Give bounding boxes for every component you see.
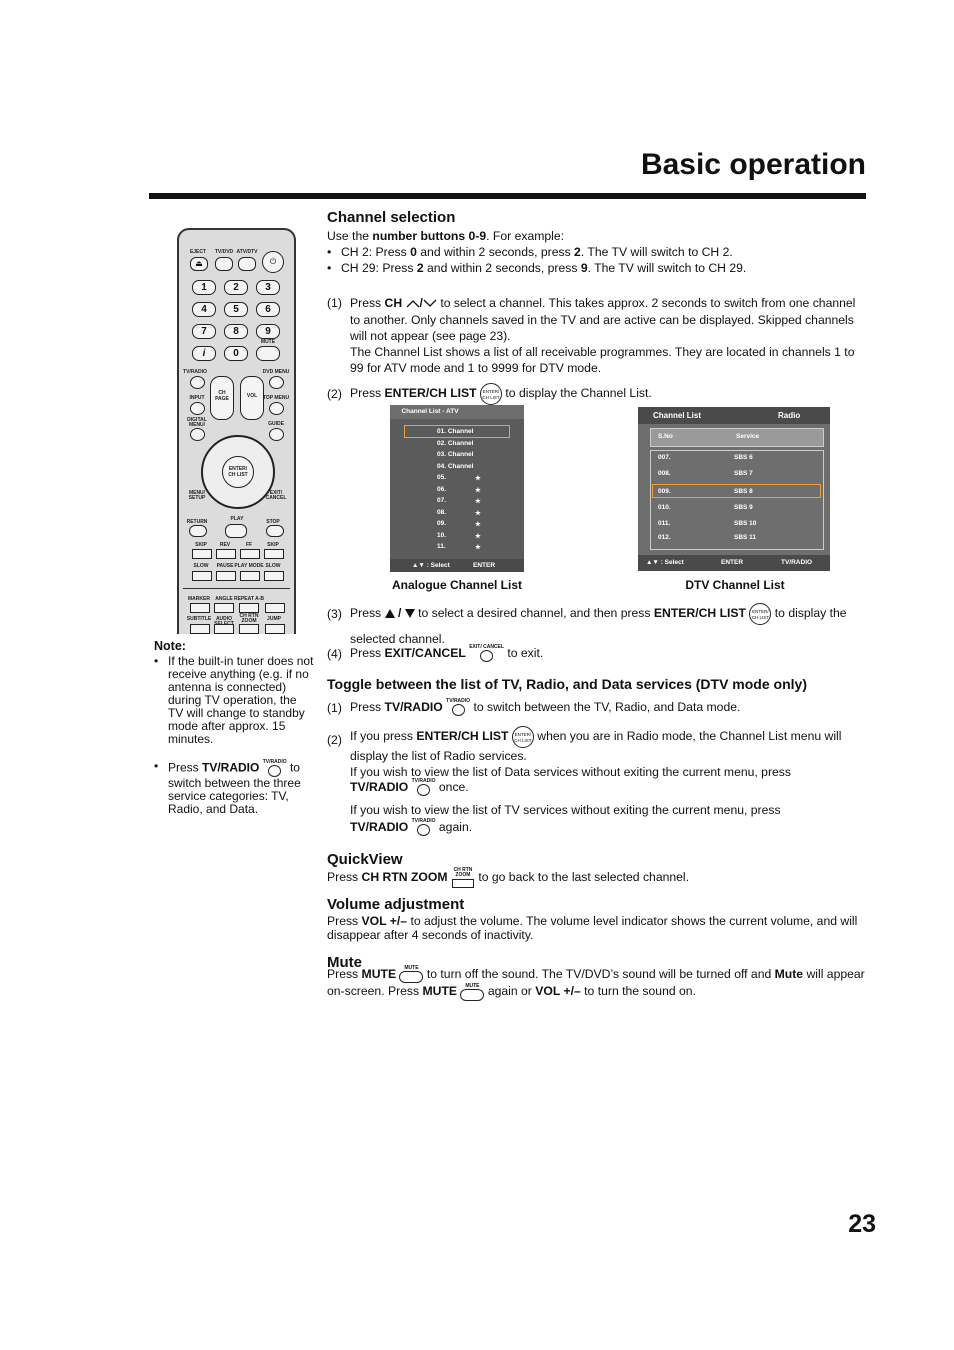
stop-button [266, 525, 284, 537]
power-button [262, 251, 284, 273]
bullet: • [154, 759, 159, 773]
chip-label: EXIT/ CANCEL [469, 644, 504, 651]
number-button: 9 [256, 324, 280, 339]
atv-channel-list-screen [390, 405, 524, 572]
text: If you press [350, 729, 417, 744]
dtv-column-header [650, 428, 824, 447]
note-text: to switch between the three service categories: TV, Radio, and Data. [168, 760, 301, 816]
star-icon: ★ [475, 509, 481, 517]
dvdmenu-button [269, 376, 284, 389]
input-label: INPUT [189, 395, 205, 401]
atv-row [437, 486, 517, 493]
atv-row-label: 02. Channel [437, 439, 474, 447]
step-number: (2) [327, 733, 342, 747]
text: to select a channel. This takes approx. 2 seconds to switch from one channel to another. Only channels saved in the TV and are active can be displayed. Skipped channels will not appear (see page 23). [350, 296, 856, 343]
text: Press [350, 296, 385, 310]
text-bold: 0 [410, 245, 417, 259]
channel-selection-intro [327, 228, 867, 244]
step-4-text [350, 640, 865, 666]
text-bold: TV/RADIO [384, 700, 443, 714]
rev-label: REV [219, 542, 231, 548]
enter-chlist-icon [749, 603, 771, 625]
slow-forward-button [264, 571, 284, 581]
volume-text [327, 915, 867, 942]
text: to turn off the sound. The TV/DVD’s sound will be turned off and [426, 967, 775, 981]
text: to go back to the last selected channel. [478, 870, 690, 885]
page-title: Basic operation [640, 148, 866, 181]
title-rule [149, 193, 866, 199]
text-bold: CH [384, 296, 403, 310]
chip-label: ENTER/ CH LIST [514, 732, 532, 743]
text-bold: EXIT/CANCEL [384, 646, 466, 660]
tvradio-button [190, 376, 205, 389]
toggle-step-2-again [350, 819, 865, 836]
chrtn-icon [452, 879, 474, 888]
skip-forward-button [264, 549, 284, 559]
bullet: • [154, 654, 159, 668]
dtv-caption: DTV Channel List [685, 578, 785, 592]
text: will appear on-screen. Press [327, 967, 865, 999]
atv-row [437, 440, 517, 447]
playmode-button [240, 571, 260, 581]
exit-cancel-label: EXIT/ CANCEL [265, 490, 287, 501]
atv-enter-hint: ENTER [473, 562, 496, 569]
number-button: 5 [224, 302, 248, 317]
dtv-row-service: SBS 8 [734, 488, 753, 495]
text-bold: MUTE [422, 984, 458, 999]
tvdvd-label: TV/DVD [214, 249, 234, 255]
atv-row-label: 11. [437, 543, 446, 550]
star-icon: ★ [475, 486, 481, 494]
star-icon: ★ [475, 544, 481, 551]
topmenu-button [269, 402, 284, 415]
atv-row [437, 520, 517, 527]
atv-row [437, 497, 517, 504]
channel-selection-heading: Channel selection [327, 209, 456, 226]
bullet: • [327, 245, 332, 259]
text-bold: ENTER/CH LIST [653, 606, 746, 620]
number-button: 4 [192, 302, 216, 317]
dtv-row-service: SBS 10 [734, 520, 757, 527]
text: Press [350, 386, 385, 400]
note-item [154, 760, 314, 816]
atv-list-footer [390, 559, 524, 572]
topmenu-label: TOP MENU [262, 395, 290, 401]
ch-rocker [210, 376, 234, 420]
text: CH 2: Press [341, 245, 411, 259]
text-bold: MUTE [361, 967, 397, 981]
chip-label: TV/RADIO [446, 698, 471, 705]
chip-label: MUTE [465, 982, 480, 989]
exit-cancel-chip [469, 645, 504, 662]
text: and within 2 seconds, press [423, 261, 581, 275]
text: to exit. [507, 646, 544, 660]
text-bold: 2 [574, 245, 581, 259]
marker-button [190, 603, 210, 613]
text: : Select [426, 562, 450, 569]
enter-chlist-icon [512, 726, 534, 748]
text: Press [327, 870, 362, 885]
chip-label: TV/RADIO [411, 818, 436, 825]
skip-forward-label: SKIP [267, 542, 279, 548]
number-button: 2 [224, 280, 248, 295]
example-bullet [327, 260, 867, 276]
mute-icon [399, 971, 423, 983]
text: . The TV will switch to CH 29. [587, 261, 747, 275]
atv-row [437, 509, 517, 516]
ff-button [240, 549, 260, 559]
dtv-enter-hint: ENTER [721, 559, 744, 566]
note-section [154, 639, 314, 816]
toggle-step-2 [350, 726, 865, 780]
marker-label: MARKER [188, 596, 210, 602]
dtv-list-title: Channel List [653, 411, 702, 420]
text: : Select [660, 559, 684, 566]
chip-label: ENTER/ CH LIST [751, 608, 769, 620]
chip-label: TV/RADIO [262, 759, 287, 765]
eject-icon: ⏏ [195, 259, 203, 268]
quickview-heading: QuickView [327, 851, 403, 868]
text-bold: TV/RADIO [350, 780, 409, 794]
ch-down-icon [423, 296, 437, 312]
text-bold: ENTER/CH LIST [416, 729, 509, 744]
number-button: 6 [256, 302, 280, 317]
dvdmenu-label: DVD MENU [262, 369, 290, 375]
atv-row [437, 543, 517, 550]
text: to display the Channel List. [505, 386, 652, 400]
dtv-list-header [638, 407, 830, 424]
dtv-row-number: 009. [658, 488, 671, 495]
number-button: 7 [192, 324, 216, 339]
number-button: 0 [224, 346, 248, 361]
slow-back-label: SLOW [193, 563, 209, 569]
text: Use the [327, 229, 373, 243]
tvradio-icon [417, 824, 430, 836]
eject-label: EJECT [189, 249, 207, 255]
text: . For example: [486, 229, 565, 243]
subtitle-button [190, 624, 210, 634]
mute-label: MUTE [260, 339, 276, 345]
number-button: 1 [192, 280, 216, 295]
dtv-row-service: SBS 6 [734, 454, 753, 461]
input-button [190, 402, 205, 415]
step-number: (1) [327, 296, 342, 310]
text: If you wish to view the list of Data services without exiting the current menu, press [350, 765, 791, 779]
chrtn-zoom-label: CH RTN ZOOM [239, 613, 259, 624]
tvradio-chip [263, 760, 287, 777]
text: Press [327, 914, 362, 928]
atv-row [437, 451, 517, 458]
text-bold: Mute [774, 967, 804, 981]
step-number: (2) [327, 387, 342, 401]
note-text: Press [168, 760, 203, 775]
slash: / [397, 606, 402, 620]
tvradio-icon [452, 704, 465, 716]
atv-select-hint: ▲▼ : Select [412, 562, 450, 569]
page-label: PAGE [215, 396, 229, 402]
text: Press [327, 967, 362, 981]
angle-label: ANGLE [215, 596, 233, 602]
atv-row-label: 08. [437, 508, 447, 516]
chip-label: TV/RADIO [411, 778, 436, 785]
mute-chip [460, 984, 484, 1001]
mute-text [327, 966, 867, 1001]
pause-button [216, 571, 236, 581]
audio-select-label: AUDIO [215, 616, 233, 622]
repeat-label: REPEAT A-B [234, 596, 264, 602]
return-button [189, 525, 207, 537]
text-bold: number buttons 0-9 [372, 229, 487, 243]
step-number: (3) [327, 607, 342, 621]
atv-list-title: Channel List - ATV [401, 408, 459, 415]
return-label: RETURN [186, 519, 208, 525]
star-icon: ★ [475, 475, 481, 482]
page-number: 23 [848, 1210, 876, 1238]
step-1-text [350, 295, 865, 376]
extra-button [265, 603, 285, 613]
atv-row-label: 06. [437, 485, 447, 493]
text: to turn the sound on. [580, 984, 696, 999]
jump-button [265, 624, 285, 634]
step-2-text [350, 380, 865, 406]
dtv-list-mode: Radio [778, 411, 801, 420]
text: to adjust the volume. The volume level indicator shows the current volume, and will disappear after 4 seconds of inactivity. [327, 914, 858, 942]
mute-icon [460, 989, 484, 1001]
atv-row [437, 474, 517, 481]
atv-row-label: 01. Channel [437, 428, 474, 435]
chip-label: CH RTN ZOOM [453, 867, 473, 878]
text: Press [350, 700, 385, 714]
atv-row [437, 532, 517, 539]
atv-row-label: 03. Channel [437, 451, 474, 458]
chlist-label: CH LIST [228, 472, 248, 478]
mute-chip [399, 966, 423, 983]
text: once. [438, 780, 469, 794]
dtv-tvradio-hint: TV/RADIO [781, 559, 813, 566]
atv-row-label: 07. [437, 497, 447, 504]
atv-row [437, 428, 517, 435]
tvradio-chip [412, 779, 436, 796]
mute-heading: Mute [327, 954, 362, 971]
subtitle-label: SUBTITLE [186, 616, 212, 622]
quickview-text [327, 868, 867, 888]
note-text: If the built-in tuner does not receive anything (e.g. if no antenna is connected) during TV operation, the TV will change to standby mode after approx. 15 minutes. [168, 654, 314, 746]
text: . The TV will switch to CH 2. [580, 245, 733, 259]
chip-label: MUTE [404, 965, 419, 972]
enter-chlist-icon [480, 383, 502, 405]
text: Press [350, 606, 385, 620]
text-bold: VOL +/– [535, 984, 581, 999]
play-label: PLAY [230, 516, 244, 522]
bullet: • [327, 261, 332, 275]
down-arrow-icon [405, 609, 415, 618]
slow-forward-label: SLOW [265, 563, 281, 569]
text: again or [487, 984, 536, 999]
toggle-step-2-once [350, 779, 865, 796]
guide-label: GUIDE [268, 421, 284, 427]
eject-button [190, 257, 208, 271]
text-bold: TV/RADIO [350, 820, 409, 834]
tvdvd-button [215, 257, 233, 271]
text: Press [350, 646, 385, 660]
step-number: (4) [327, 647, 342, 661]
text: and within 2 seconds, press [416, 245, 575, 259]
audio-select-button [214, 624, 234, 634]
repeat-button [239, 603, 259, 613]
digital-menu-label: DIGITAL MENU/ [187, 417, 207, 428]
note-item [154, 655, 314, 746]
star-icon: ★ [475, 498, 481, 505]
text: to select a desired channel, and then press [414, 606, 654, 620]
text-bold: 9 [580, 261, 588, 275]
text-bold: ENTER/CH LIST [384, 386, 477, 400]
star-icon: ★ [475, 521, 481, 528]
chip-label: ENTER/ CH LIST [482, 388, 500, 400]
angle-button [214, 603, 234, 613]
col-sno: S.No [658, 433, 673, 440]
example-bullet [327, 244, 867, 260]
slash: / [419, 296, 423, 310]
step-number: (1) [327, 701, 342, 715]
note-heading: Note: [154, 639, 186, 653]
atvdtv-label: ATV/DTV [236, 249, 258, 255]
exit-cancel-icon [480, 650, 493, 662]
up-arrow-icon [385, 609, 395, 618]
tvradio-chip [446, 699, 470, 716]
enter-label: ENTER/ [228, 466, 248, 472]
dtv-row-number: 008. [658, 470, 671, 477]
vol-label: VOL [246, 393, 258, 399]
power-icon: ⏻ [269, 257, 277, 266]
dtv-row-number: 012. [658, 534, 671, 541]
skip-back-label: SKIP [195, 542, 207, 548]
guide-button [269, 428, 284, 441]
atv-row-label: 10. [437, 531, 447, 539]
atv-row-label: 09. [437, 520, 447, 527]
info-button: i [192, 346, 216, 361]
chrtn-zoom-button [239, 624, 259, 634]
jump-label: JUMP [267, 616, 281, 622]
mute-button [256, 346, 280, 361]
text-bold: VOL +/– [361, 914, 408, 928]
toggle-step-2-line3: If you wish to view the list of TV services without exiting the current menu, press [350, 803, 781, 817]
playmode-label: PLAY MODE [234, 563, 264, 569]
dtv-list-footer [638, 555, 830, 571]
analogue-caption: Analogue Channel List [391, 578, 522, 592]
dtv-channel-list-screen [638, 407, 830, 571]
dtv-select-hint: ▲▼ : Select [646, 559, 684, 566]
dtv-row-service: SBS 7 [734, 470, 753, 477]
ff-label: FF [245, 542, 253, 548]
dtv-row-number: 007. [658, 454, 671, 461]
text-bold: 2 [416, 261, 424, 275]
atv-row-label: 05. [437, 474, 447, 481]
play-button [225, 524, 247, 538]
text: again. [438, 820, 473, 834]
text: The Channel List shows a list of all receivable programmes. They are located in channels 1 to 99 for ATV mode and 1 to 9999 for DTV mode. [350, 344, 855, 375]
text: to display the selected channel. [350, 606, 847, 646]
col-service: Service [736, 433, 760, 440]
volume-heading: Volume adjustment [327, 896, 465, 913]
tvradio-chip [412, 819, 436, 836]
atv-row-label: 04. Channel [437, 462, 474, 470]
text: to switch between the TV, Radio, and Data mode. [473, 700, 741, 714]
star-icon: ★ [475, 532, 481, 540]
skip-back-button [192, 549, 212, 559]
menu-setup-label: MENU/ SETUP [188, 490, 206, 501]
number-button: 8 [224, 324, 248, 339]
ch-up-icon [406, 296, 420, 312]
tvradio-icon [417, 784, 430, 796]
tvradio-label: TV/RADIO [183, 369, 207, 375]
enter-button [222, 456, 254, 488]
text: when you are in Radio mode, the Channel List menu will display the list of Radio services. [350, 729, 842, 763]
note-bold: TV/RADIO [202, 760, 260, 775]
dtv-row-service: SBS 11 [734, 534, 757, 541]
digital-menu-button [190, 428, 205, 441]
slow-back-button [192, 571, 212, 581]
chrtn-chip [451, 868, 475, 888]
text: CH 29: Press [341, 261, 417, 275]
toggle-heading: Toggle between the list of TV, Radio, and Data services (DTV mode only) [327, 676, 807, 692]
dtv-row-number: 011. [658, 520, 671, 527]
pause-label: PAUSE [216, 563, 234, 569]
ch-label: CH [218, 390, 226, 396]
dtv-row-service: SBS 9 [734, 504, 753, 511]
number-button: 3 [256, 280, 280, 295]
remote-control-illustration [177, 228, 296, 634]
dtv-row-number: 010. [658, 504, 671, 511]
text-bold: CH RTN ZOOM [361, 870, 448, 885]
toggle-step-1 [350, 694, 865, 720]
stop-label: STOP [266, 519, 280, 525]
atvdtv-button [238, 257, 256, 271]
atv-row [437, 463, 517, 470]
remote-divider [183, 588, 290, 589]
rev-button [216, 549, 236, 559]
